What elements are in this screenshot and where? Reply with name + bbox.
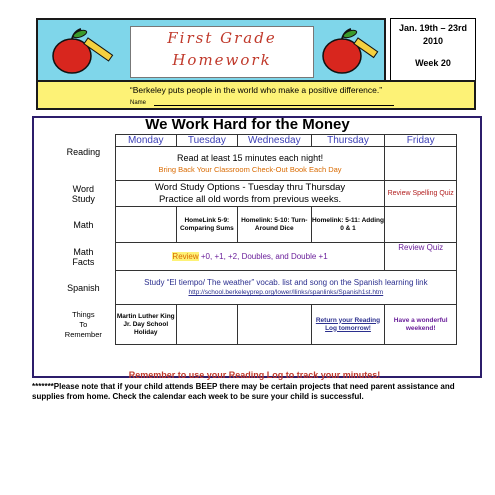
spanish-line1: Study “El tiempo/ The weather” vocab. list and song on the Spanish learning link	[144, 278, 428, 287]
week-label: Week 20	[415, 58, 451, 68]
day-tuesday: Tuesday	[176, 135, 237, 147]
things-thursday: Return your Reading Log tomorrow!	[311, 305, 385, 345]
day-friday: Friday	[385, 135, 457, 147]
name-label: Name	[130, 100, 147, 106]
word-study-label: Word Study	[71, 183, 95, 204]
things-row	[52, 305, 457, 345]
word-study-cell	[115, 181, 385, 207]
word-study-line2: Practice all old words from previous weeks.	[158, 193, 342, 205]
parent-note: *******Please note that if your child attends BEEP there may be certain projects that need parent assistance and supplies from home. Check the calendar each week to be sure your child is successful.	[32, 382, 455, 401]
spanish-row	[52, 271, 457, 305]
word-study-friday: Review Spelling Quiz	[385, 181, 457, 207]
apple-pencil-icon	[44, 24, 124, 82]
math-facts-row	[52, 243, 457, 271]
day-thursday: Thursday	[311, 135, 385, 147]
word-study-row	[52, 181, 457, 207]
name-field[interactable]	[154, 99, 394, 106]
schedule-title: We Work Hard for the Money	[145, 116, 350, 133]
reading-log-reminder: Remember to use your Reading Log to track your minutes!	[128, 370, 381, 380]
word-study-line1: Word Study Options - Tuesday thru Thursday	[154, 181, 346, 193]
math-facts-cell	[115, 243, 385, 271]
math-facts-label: Math Facts	[72, 246, 95, 267]
reading-line1: Read at least 15 minutes each night!	[176, 153, 324, 163]
reading-line2: Bring Back Your Classroom Check-Out Book Each Day	[158, 165, 342, 174]
quote-text: “Berkeley puts people in the world who make a positive difference.”	[129, 85, 383, 95]
math-label: Math	[73, 219, 94, 230]
spanish-link[interactable]: http://school.berkeleyprep.org/lower/llinks/spanlinks/Spanish1st.htm	[188, 289, 384, 296]
schedule-table	[52, 134, 457, 345]
date-year: 2010	[422, 36, 444, 46]
quote-box	[36, 80, 476, 110]
reading-label: Reading	[66, 146, 101, 157]
spanish-label: Spanish	[67, 282, 100, 293]
math-facts-review: Review	[172, 252, 199, 261]
math-facts-text: +0, +1, +2, Doubles, and Double +1	[198, 252, 328, 261]
math-row	[52, 207, 457, 243]
spanish-cell	[115, 271, 456, 305]
title-line2: Homework	[172, 51, 272, 69]
day-wednesday: Wednesday	[237, 135, 311, 147]
reading-row	[52, 147, 457, 181]
math-thursday: Homelink: 5-11: Adding 0 & 1	[311, 207, 385, 243]
day-monday: Monday	[115, 135, 176, 147]
things-label: Things To Remember	[64, 309, 102, 339]
things-friday: Have a wonderful weekend!	[385, 305, 457, 345]
title-line1: First Grade	[167, 29, 277, 47]
date-range: Jan. 19th – 23rd	[398, 23, 468, 33]
header-banner	[36, 18, 386, 84]
apple-pencil-icon	[320, 24, 384, 82]
date-box	[390, 18, 476, 84]
things-monday: Martin Luther King Jr. Day School Holiday	[115, 305, 176, 345]
title-box	[130, 26, 314, 78]
math-facts-friday: Review Quiz	[385, 243, 457, 271]
math-tuesday: HomeLink 5-9: Comparing Sums	[176, 207, 237, 243]
math-wednesday: Homelink: 5-10: Turn-Around Dice	[237, 207, 311, 243]
day-header-row	[52, 135, 457, 147]
name-row	[130, 99, 474, 106]
reading-cell	[115, 147, 385, 181]
